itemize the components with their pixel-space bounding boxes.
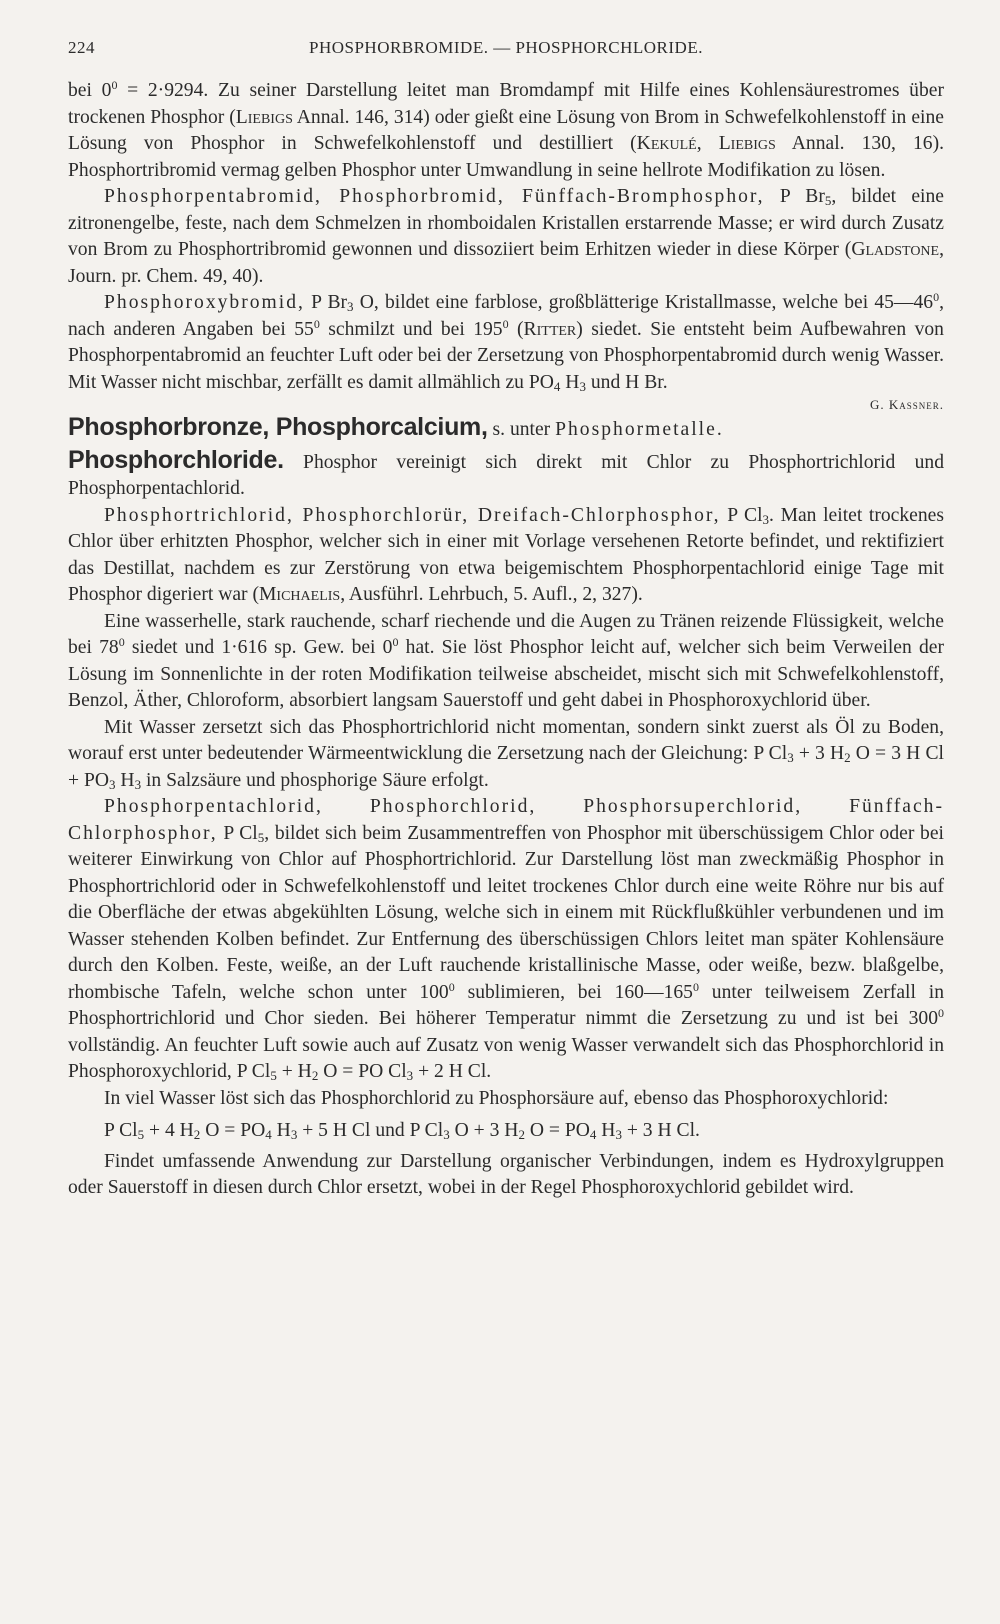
page-header — [68, 38, 944, 62]
paragraph-pentachlorid: Phosphorpentachlorid, Phosphorchlorid, Phosphorsuperchlorid, Fünffach-Chlorphosphor, P $Cl_5$, bildet sich beim Zusammentreffen von Phosphor mit überschüssigem Chlor oder bei weiterer Einwirkung von Chlor auf Phosphortrichlorid. Zur Darstellung löst man zweckmäßig Phosphor in Phosphortrichlorid oder in Schwefelkohlenstoff und leitet trockenes Chlor durch eine weite Röhre nur bis auf die Oberfläche der etwas abgekühlten Lösung, welche sich in einem mit Rückflußkühler verbundenen und im Wasser stehenden Kolben befindet. Zur Entfernung des überschüssigen Chlors leitet man später Kohlensäure durch den Kolben. Feste, weiße, an der Luft rauchende kristallinische Masse, oder weiße, bezw. blaßgelbe, rhombische Tafeln, welche schon unter $100^0$ sublimieren, bei $160—165^0$ unter teilweisem Zerfall in Phosphortrichlorid und Chor sieden. Bei höherer Temperatur nimmt die Zersetzung zu und ist bei $300^0$ vollständig. An feuchter Luft sowie auch auf Zusatz von wenig Wasser verwandelt sich das Phosphorchlorid in Phosphoroxychlorid, P $Cl_5 + H_2$ O = PO $Cl_3 + 2$ H Cl. — [68, 796, 944, 1083]
equation: P $Cl_5 + 4$ $H_2$ $O = PO_4$ $H_3 + 5$ H Cl und P $Cl_3$ O + 3 $H_2$ $O = PO_4$ $H_3 + 3$ H Cl. — [104, 1120, 700, 1142]
paragraph-trichlorid-water: Mit Wasser zersetzt sich das Phosphortrichlorid nicht momentan, sondern sinkt zuerst als Öl zu Boden, worauf erst unter bedeutender Wärmeentwicklung die Zersetzung nach der Gleichung: P $Cl_3 + 3$ $H_2$ O = 3 H $Cl + PO_3$ $H_3$ in Salzsäure und phosphorige Säure erfolgt. — [68, 716, 944, 792]
paragraph-oxybromid: Phosphoroxybromid, P $Br_3$ O, bildet eine farblose, großblätterige Kristallmasse, welche bei $45—46^0$, nach anderen Angaben bei $55^0$ schmilzt und bei $195^0$ (Ritter) siedet. Sie entsteht beim Aufbewahren von Phosphorpentabromid an feuchter Luft oder bei der Zersetzung von Phosphorpentabromid durch wenig Wasser. Mit Wasser nicht mischbar, zerfällt es damit allmählich zu $PO_4$ $H_3$ und H Br. — [68, 290, 945, 394]
section-heading: Phosphorbronze, Phosphorcalcium, — [68, 413, 488, 441]
running-title: PHOSPHORBROMIDE. — PHOSPHORCHLORIDE. — [309, 38, 703, 57]
paragraph-application: Findet umfassende Anwendung zur Darstellung organischer Verbindungen, indem es Hydroxylgruppen oder Sauerstoff in diesen durch Chlor ersetzt, wobei in der Regel Phosphoroxychlorid gebildet wird. — [68, 1150, 944, 1198]
paragraph-pentabromid: Phosphorpentabromid, Phosphorbromid, Fünffach-Bromphosphor, P $Br_5$, bildet eine zitronengelbe, feste, nach dem Schmelzen in rhomboidalen Kristallen erstarrende Masse; er wird durch Zusatz von Brom zu Phosphortribromid gewonnen und dissoziiert beim Erhitzen wieder in diese Körper (Gladstone, Journ. pr. Chem. 49, 40). — [68, 186, 944, 287]
body-text — [68, 78, 944, 1202]
author-signature: G. Kassner. — [869, 397, 944, 412]
paragraph-water-solution: In viel Wasser löst sich das Phosphorchlorid zu Phosphorsäure auf, ebenso das Phosphoroxychlorid: — [104, 1087, 889, 1109]
section-heading: Phosphorchloride. — [68, 445, 284, 474]
paragraph-tribromid-end: bei $0^0 = 2\cdot 9294$. Zu seiner Darstellung leitet man Bromdampf mit Hilfe eines Kohlensäurestromes über trockenen Phosphor (Liebigs Annal. 146, 314) oder gießt eine Lösung von Brom in Schwefelkohlenstoff in eine Lösung von Phosphor in Schwefelkohlenstoff und destilliert (Kekulé, Liebigs Annal. 130, 16). Phosphortribromid vermag gelben Phosphor unter Umwandlung in seine hellrote Modifikation zu lösen. — [68, 78, 945, 181]
heading-phosphorbronze: Phosphorbronze, Phosphorcalcium, s. unter Phosphormetalle. — [68, 413, 722, 441]
paragraph-trichlorid: Phosphortrichlorid, Phosphorchlorür, Dreifach-Chlorphosphor, P $Cl_3$. Man leitet trockenes Chlor über erhitzten Phosphor, welcher sich in einer mit Vorlage versehenen Retorte befindet, und rektifiziert das Destillat, nachdem es zur Zerstörung von etwa beigemischtem Phosphorpentachlorid einige Tage mit Phosphor digeriert war (Michaelis, Ausführl. Lehrbuch, 5. Aufl., 2, 327). — [68, 504, 944, 605]
heading-phosphorchloride: Phosphorchloride. Phosphor vereinigt sich direkt mit Chlor zu Phosphortrichlorid und Phosphorpentachlorid. — [68, 445, 944, 499]
page-number: 224 — [68, 38, 95, 57]
paragraph-trichlorid-properties: Eine wasserhelle, stark rauchende, scharf riechende und die Augen zu Tränen reizende Flüssigkeit, welche bei $78^0$ siedet und 1·616 sp. Gew. bei $0^0$ hat. Sie löst Phosphor leicht auf, welcher sich beim Verweilen der Lösung im Sonnenlichte in der roten Modifikation teilweise abscheidet, mischt sich mit Schwefelkohlenstoff, Benzol, Äther, Chloroform, absorbiert langsam Sauerstoff und geht dabei in Phosphoroxychlorid über. — [68, 610, 944, 711]
